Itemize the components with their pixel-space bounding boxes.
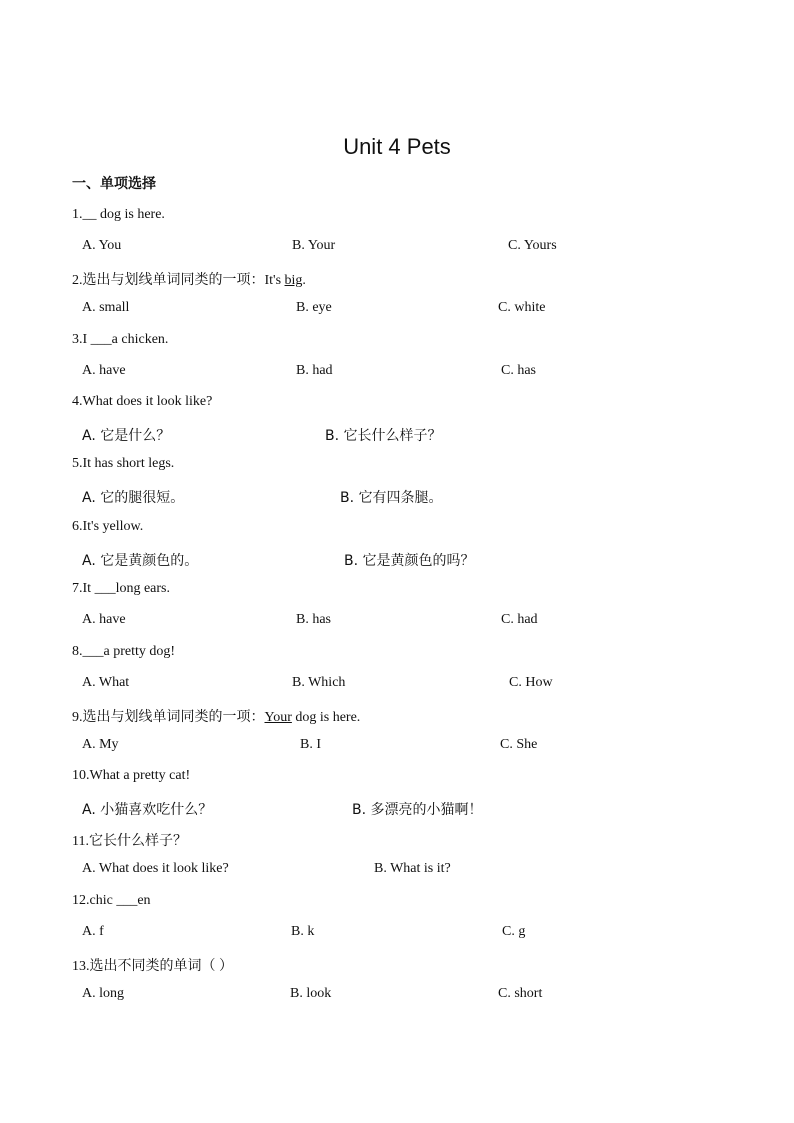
question-text: dog is here. — [291, 710, 361, 725]
question-2 — [72, 269, 306, 289]
option-2-a[interactable]: A. small — [82, 300, 130, 315]
option-1-c[interactable]: C. Yours — [508, 238, 557, 253]
question-4 — [72, 394, 212, 410]
question-10 — [72, 768, 190, 784]
question-text: 1. — [72, 207, 83, 222]
option-13-a[interactable]: A. long — [82, 986, 124, 1001]
answer-blank: __ — [82, 207, 97, 222]
question-text: 8. — [72, 644, 83, 659]
question-text: 6.It's yellow. — [72, 519, 144, 534]
option-3-b[interactable]: B. had — [296, 363, 333, 378]
question-9 — [72, 706, 360, 726]
question-text: 5.It has short legs. — [72, 456, 175, 471]
option-11-b[interactable]: B. What is it? — [374, 861, 451, 876]
option-12-a[interactable]: A. f — [82, 924, 104, 939]
question-12 — [72, 893, 151, 909]
question-text: 4.What does it look like? — [72, 394, 213, 409]
option-10-b[interactable]: B. 多漂亮的小猫啊！ — [352, 802, 483, 818]
question-3 — [72, 332, 168, 348]
option-9-c[interactable]: C. She — [500, 737, 538, 752]
option-12-c[interactable]: C. g — [502, 924, 526, 939]
answer-blank: ___ — [90, 332, 112, 347]
question-text: en — [137, 893, 151, 908]
question-text: a chicken. — [111, 332, 169, 347]
option-7-b[interactable]: B. has — [296, 612, 331, 627]
option-7-c[interactable]: C. had — [501, 612, 538, 627]
question-text: 7.It — [72, 581, 95, 596]
question-6 — [72, 519, 143, 535]
answer-blank: ___ — [82, 644, 104, 659]
option-9-b[interactable]: B. I — [300, 737, 321, 752]
option-8-b[interactable]: B. Which — [292, 675, 346, 690]
page-title: Unit 4 Pets — [343, 134, 451, 159]
option-5-b[interactable]: B. 它有四条腿。 — [340, 490, 443, 506]
option-8-c[interactable]: C. How — [509, 675, 553, 690]
option-3-a[interactable]: A. have — [82, 363, 126, 378]
question-7 — [72, 581, 170, 597]
underlined-word: Your — [264, 710, 292, 725]
question-text: 2.选出与划线单词同类的一项：It's — [72, 273, 285, 288]
question-text: . — [302, 273, 306, 288]
option-10-a[interactable]: A. 小猫喜欢吃什么？ — [82, 802, 213, 818]
option-4-b[interactable]: B. 它长什么样子？ — [325, 428, 442, 444]
option-2-c[interactable]: C. white — [498, 300, 546, 315]
question-text: 12.chic — [72, 893, 117, 908]
question-text: 13.选出不同类的单词（ ） — [72, 959, 233, 974]
question-text: dog is here. — [96, 207, 165, 222]
question-5 — [72, 456, 174, 472]
option-13-b[interactable]: B. look — [290, 986, 332, 1001]
option-3-c[interactable]: C. has — [501, 363, 536, 378]
option-7-a[interactable]: A. have — [82, 612, 126, 627]
option-12-b[interactable]: B. k — [291, 924, 315, 939]
option-1-a[interactable]: A. You — [82, 238, 122, 253]
option-8-a[interactable]: A. What — [82, 675, 130, 690]
question-text: 11.它长什么样子？ — [72, 834, 187, 849]
question-1 — [72, 207, 165, 223]
option-2-b[interactable]: B. eye — [296, 300, 332, 315]
underlined-word: big — [284, 273, 303, 288]
option-5-a[interactable]: A. 它的腿很短。 — [82, 490, 185, 506]
answer-blank: ___ — [116, 893, 138, 908]
question-11 — [72, 830, 187, 850]
option-13-c[interactable]: C. short — [498, 986, 543, 1001]
question-text: 3.I — [72, 332, 91, 347]
option-1-b[interactable]: B. Your — [292, 238, 336, 253]
question-8 — [72, 644, 175, 660]
option-9-a[interactable]: A. My — [82, 737, 119, 752]
option-11-a[interactable]: A. What does it look like? — [82, 861, 229, 876]
question-text: 10.What a pretty cat! — [72, 768, 191, 783]
question-text: a pretty dog! — [103, 644, 176, 659]
question-13 — [72, 955, 233, 975]
option-6-b[interactable]: B. 它是黄颜色的吗？ — [344, 553, 475, 569]
question-text: long ears. — [115, 581, 170, 596]
question-text: 9.选出与划线单词同类的一项： — [72, 710, 265, 725]
answer-blank: ___ — [94, 581, 116, 596]
section-heading: 一、单项选择 — [72, 176, 156, 192]
option-4-a[interactable]: A. 它是什么？ — [82, 428, 171, 444]
option-6-a[interactable]: A. 它是黄颜色的。 — [82, 553, 199, 569]
